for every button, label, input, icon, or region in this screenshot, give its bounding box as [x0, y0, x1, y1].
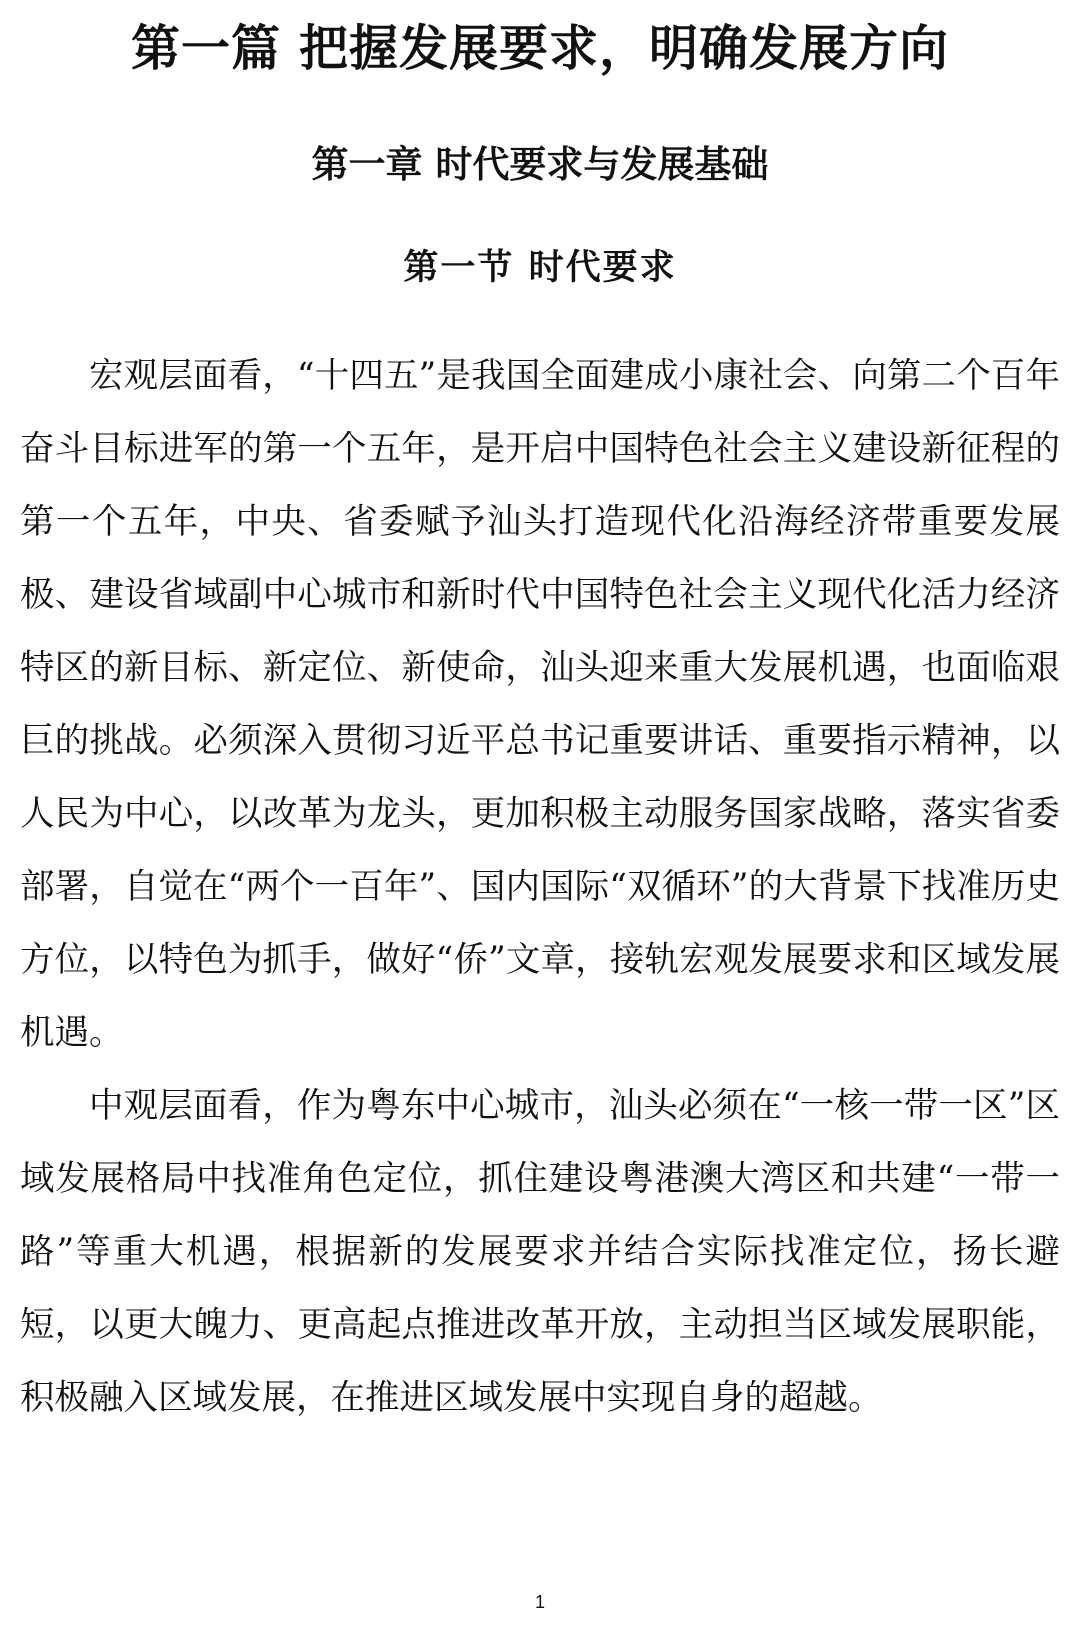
chapter-title: 第一章 时代要求与发展基础	[311, 143, 769, 186]
page-number: 1	[534, 1592, 545, 1612]
paragraph-meso-level: 中观层面看，作为粤东中心城市，汕头必须在“一核一带一区”区域发展格局中找准角色定位，抓住建设粤港澳大湾区和共建“一带一路”等重大机遇，根据新的发展要求并结合实际找准定位，扬长避短，以更大魄力、更高起点推进改革开放，主动担当区域发展职能，积极融入区域发展，在推进区域发展中实现自身的超越。	[20, 1086, 1060, 1418]
paragraph-macro-level: 宏观层面看，“十四五”是我国全面建成小康社会、向第二个百年奋斗目标进军的第一个五年，是开启中国特色社会主义建设新征程的第一个五年，中央、省委赋予汕头打造现代化沿海经济带重要发展极、建设省域副中心城市和新时代中国特色社会主义现代化活力经济特区的新目标、新定位、新使命，汕头迎来重大发展机遇，也面临艰巨的挑战。必须深入贯彻习近平总书记重要讲话、重要指示精神，以人民为中心，以改革为龙头，更加积极主动服务国家战略，落实省委部署，自觉在“两个一百年”、国内国际“双循环”的大背景下找准历史方位，以特色为抓手，做好“侨”文章，接轨宏观发展要求和区域发展机遇。	[20, 356, 1060, 1053]
part-title: 第一篇 把握发展要求，明确发展方向	[130, 20, 950, 77]
section-title: 第一节 时代要求	[403, 247, 677, 288]
body-text	[20, 340, 1060, 1435]
